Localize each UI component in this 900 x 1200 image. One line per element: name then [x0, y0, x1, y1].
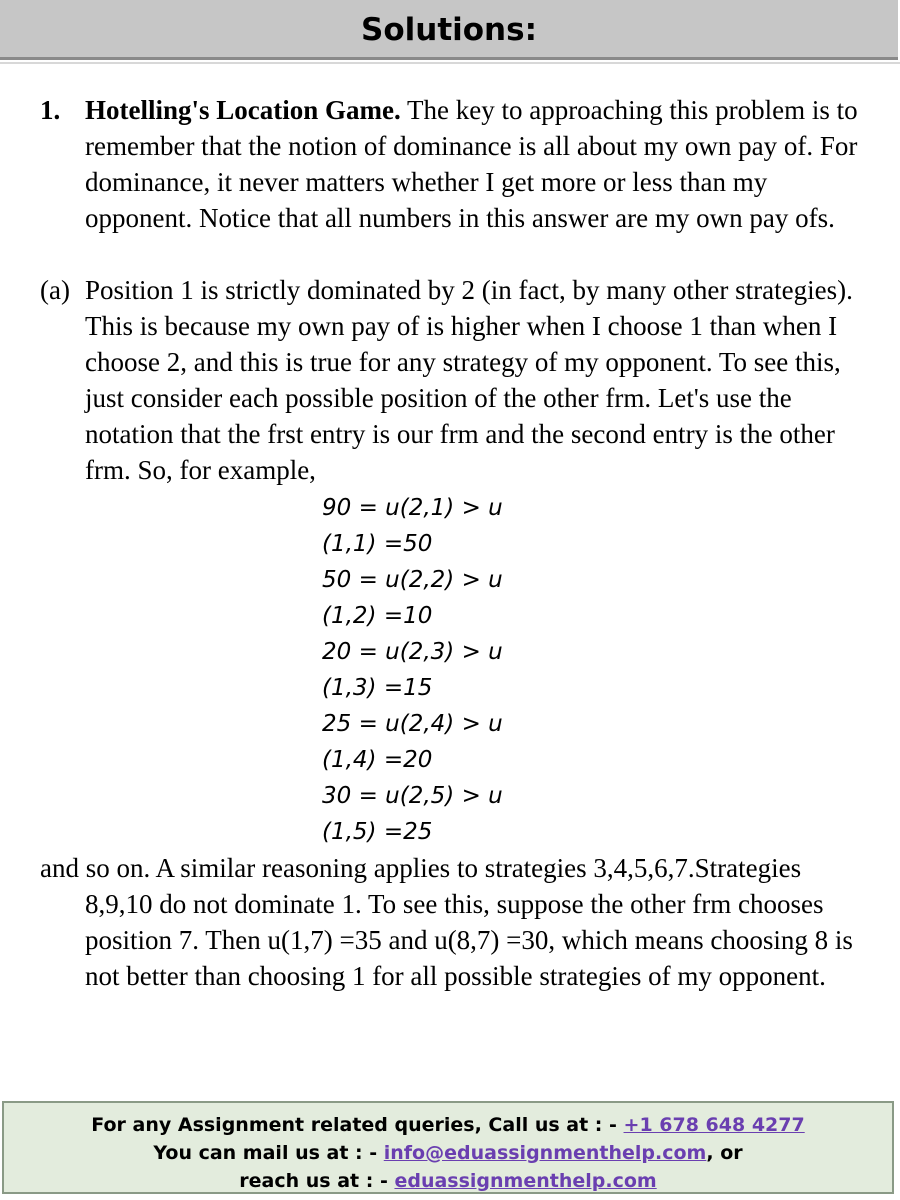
problem-title: Hotelling's Location Game. — [85, 95, 401, 125]
page-title-bar — [0, 0, 898, 60]
footer-line-email — [4, 1139, 892, 1167]
equation-line: (1,1) =50 — [322, 531, 433, 557]
part-a-paragraph — [40, 272, 870, 488]
equation-line: (1,4) =20 — [322, 747, 433, 773]
equation-line: (1,5) =25 — [322, 819, 433, 845]
problem-intro-text: The key to approaching this problem is to remember that the notion of dominance is all about my own pay of. For dominance, it never matters whether I get more or less than my opponent. Notice that all numbers in this answer are my own pay ofs. — [85, 95, 858, 233]
equation-line: 50 = u(2,2) > u — [322, 567, 503, 593]
page-title: Solutions: — [361, 12, 537, 48]
problem-1-intro — [40, 92, 870, 236]
footer-line-website — [4, 1167, 892, 1195]
footer-mail-text: You can mail us at : - — [153, 1142, 384, 1164]
problem-number: 1. — [40, 95, 61, 125]
equation-list — [40, 490, 870, 850]
website-link[interactable]: eduassignmenthelp.com — [394, 1170, 657, 1192]
solution-body — [40, 92, 870, 994]
email-link[interactable]: info@eduassignmenthelp.com — [383, 1142, 707, 1164]
contact-footer — [2, 1101, 894, 1194]
part-a-text: Position 1 is strictly dominated by 2 (in fact, by many other strategies). This is because my own pay of is higher when I choose 1 than when I choose 2, and this is true for any strategy of my opponent. To see this, just consider each possible position of the other frm. Let's use the notation that the frst entry is our frm and the second entry is the other frm. So, for example, — [85, 275, 853, 485]
phone-link[interactable]: +1 678 648 4277 — [623, 1114, 805, 1136]
footer-call-text: For any Assignment related queries, Call us at : - — [91, 1114, 624, 1136]
footer-line-phone — [4, 1111, 892, 1139]
part-a-label: (a) — [40, 275, 70, 305]
equation-line: 20 = u(2,3) > u — [322, 639, 503, 665]
equation-line: 90 = u(2,1) > u — [322, 495, 503, 521]
equation-line: (1,3) =15 — [322, 675, 433, 701]
footer-mail-suffix: , or — [706, 1142, 743, 1164]
equation-line: 25 = u(2,4) > u — [322, 711, 503, 737]
equation-line: (1,2) =10 — [322, 603, 433, 629]
equation-line: 30 = u(2,5) > u — [322, 783, 503, 809]
part-a-continuation: and so on. A similar reasoning applies to strategies 3,4,5,6,7.Strategies 8,9,10 do not dominate 1. To see this, suppose the other frm chooses position 7. Then u(1,7) =35 and u(8,7) =30, which means choosing 8 is not better than choosing 1 for all possible strategies of my opponent. — [40, 853, 853, 991]
footer-reach-text: reach us at : - — [239, 1170, 395, 1192]
header-divider — [0, 62, 900, 64]
